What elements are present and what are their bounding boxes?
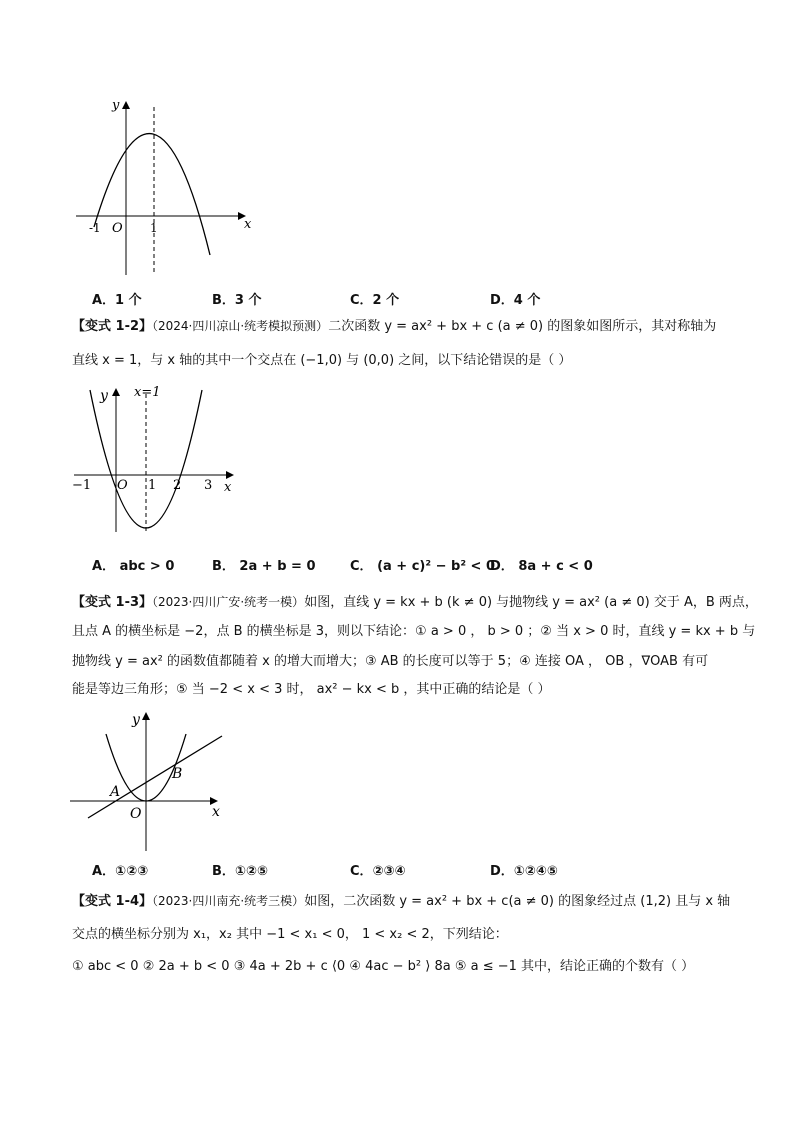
x-axis-arrow [226, 471, 234, 479]
x-label: x [224, 480, 232, 495]
q2-option-a[interactable]: A． abc > 0 [92, 559, 175, 574]
tick-3: 3 [204, 478, 213, 493]
q3-line-1 [72, 592, 758, 613]
y-label: y [132, 712, 140, 728]
graph-3 [66, 706, 232, 854]
origin-label: O [117, 478, 128, 493]
parabola [94, 134, 210, 255]
q1-option-b[interactable]: B．3 个 [212, 293, 262, 308]
q3-option-a[interactable]: A．①②③ [92, 864, 149, 879]
q2-line-2: 直线 x = 1，与 x 轴的其中一个交点在 (−1,0) 与 (0,0) 之间，以下结论错误的是（ ） [72, 353, 572, 368]
y-axis-arrow [112, 388, 120, 396]
q4-source: （2023·四川南充·统考三模） [152, 894, 305, 908]
q3-line-3: 抛物线 y = ax² 的函数值都随着 x 的增大而增大；③ AB 的长度可以等于 5；④ 连接 OA ， OB ，∇OAB 有可 [72, 654, 709, 669]
q3-line-4: 能是等边三角形；⑤ 当 −2 < x < 3 时， ax² − kx < b ，其中正确的结论是（ ） [72, 682, 551, 697]
q3-option-d[interactable]: D．①②④⑤ [490, 864, 558, 879]
q1-option-d[interactable]: D．4 个 [490, 293, 541, 308]
q4-text-1: 如图，二次函数 y = ax² + bx + c(a ≠ 0) 的图象经过点 (1,2) 且与 x 轴 [304, 894, 731, 909]
tick-neg1: −1 [72, 478, 92, 493]
q3-option-b[interactable]: B．①②⑤ [212, 864, 268, 879]
tick-2: 2 [173, 478, 182, 493]
q2-line-1 [72, 316, 716, 337]
point-a-label: A [110, 784, 121, 800]
tick-neg1: -1 [89, 221, 101, 235]
q4-line-2: 交点的横坐标分别为 x₁，x₂ 其中 −1 < x₁ < 0， 1 < x₂ < 2，下列结论： [72, 927, 508, 942]
origin-label: O [130, 806, 142, 822]
x-label: x [212, 804, 220, 820]
y-axis-arrow [142, 712, 150, 720]
axis-label: x=1 [134, 385, 161, 400]
q3-source: （2023·四川广安·统考一模） [152, 595, 305, 609]
graph-2 [68, 380, 248, 540]
q2-tag: 【变式 1-2】 [72, 319, 153, 334]
q4-line-1 [72, 891, 730, 912]
q1-option-a[interactable]: A．1 个 [92, 293, 142, 308]
q3-tag: 【变式 1-3】 [72, 595, 153, 610]
tick-1: 1 [150, 221, 158, 235]
graph-1 [70, 95, 260, 280]
q2-option-b[interactable]: B． 2a + b = 0 [212, 559, 316, 574]
tick-1: 1 [148, 478, 157, 493]
q2-option-d[interactable]: D． 8a + c < 0 [490, 559, 593, 574]
q2-text-1: 二次函数 y = ax² + bx + c (a ≠ 0) 的图象如图所示，其对称轴为 [328, 319, 717, 334]
q3-text-1: 如图，直线 y = kx + b (k ≠ 0) 与抛物线 y = ax² (a ≠ 0) 交于 A，B 两点， [304, 595, 758, 610]
q4-tag: 【变式 1-4】 [72, 894, 153, 909]
q1-option-c[interactable]: C．2 个 [350, 293, 400, 308]
q2-option-c[interactable]: C． (a + c)² − b² < 0 [350, 559, 495, 574]
point-b-label: B [172, 766, 183, 782]
line-kx-b [88, 736, 222, 818]
y-label: y [100, 388, 108, 404]
x-label: x [244, 217, 252, 232]
q4-line-3: ① abc < 0 ② 2a + b < 0 ③ 4a + 2b + c ⟨0 ④ 4ac − b² ⟩ 8a ⑤ a ≤ −1 其中，结论正确的个数有（ ） [72, 959, 695, 974]
q3-option-c[interactable]: C．②③④ [350, 864, 406, 879]
q3-line-2: 且点 A 的横坐标是 −2，点 B 的横坐标是 3，则以下结论：① a > 0 ， b > 0 ；② 当 x > 0 时，直线 y = kx + b 与 [72, 624, 756, 639]
y-axis-arrow [122, 101, 130, 109]
q2-source: （2024·四川凉山·统考模拟预测） [152, 319, 329, 333]
origin-label: O [112, 221, 123, 236]
y-label: y [112, 98, 120, 113]
